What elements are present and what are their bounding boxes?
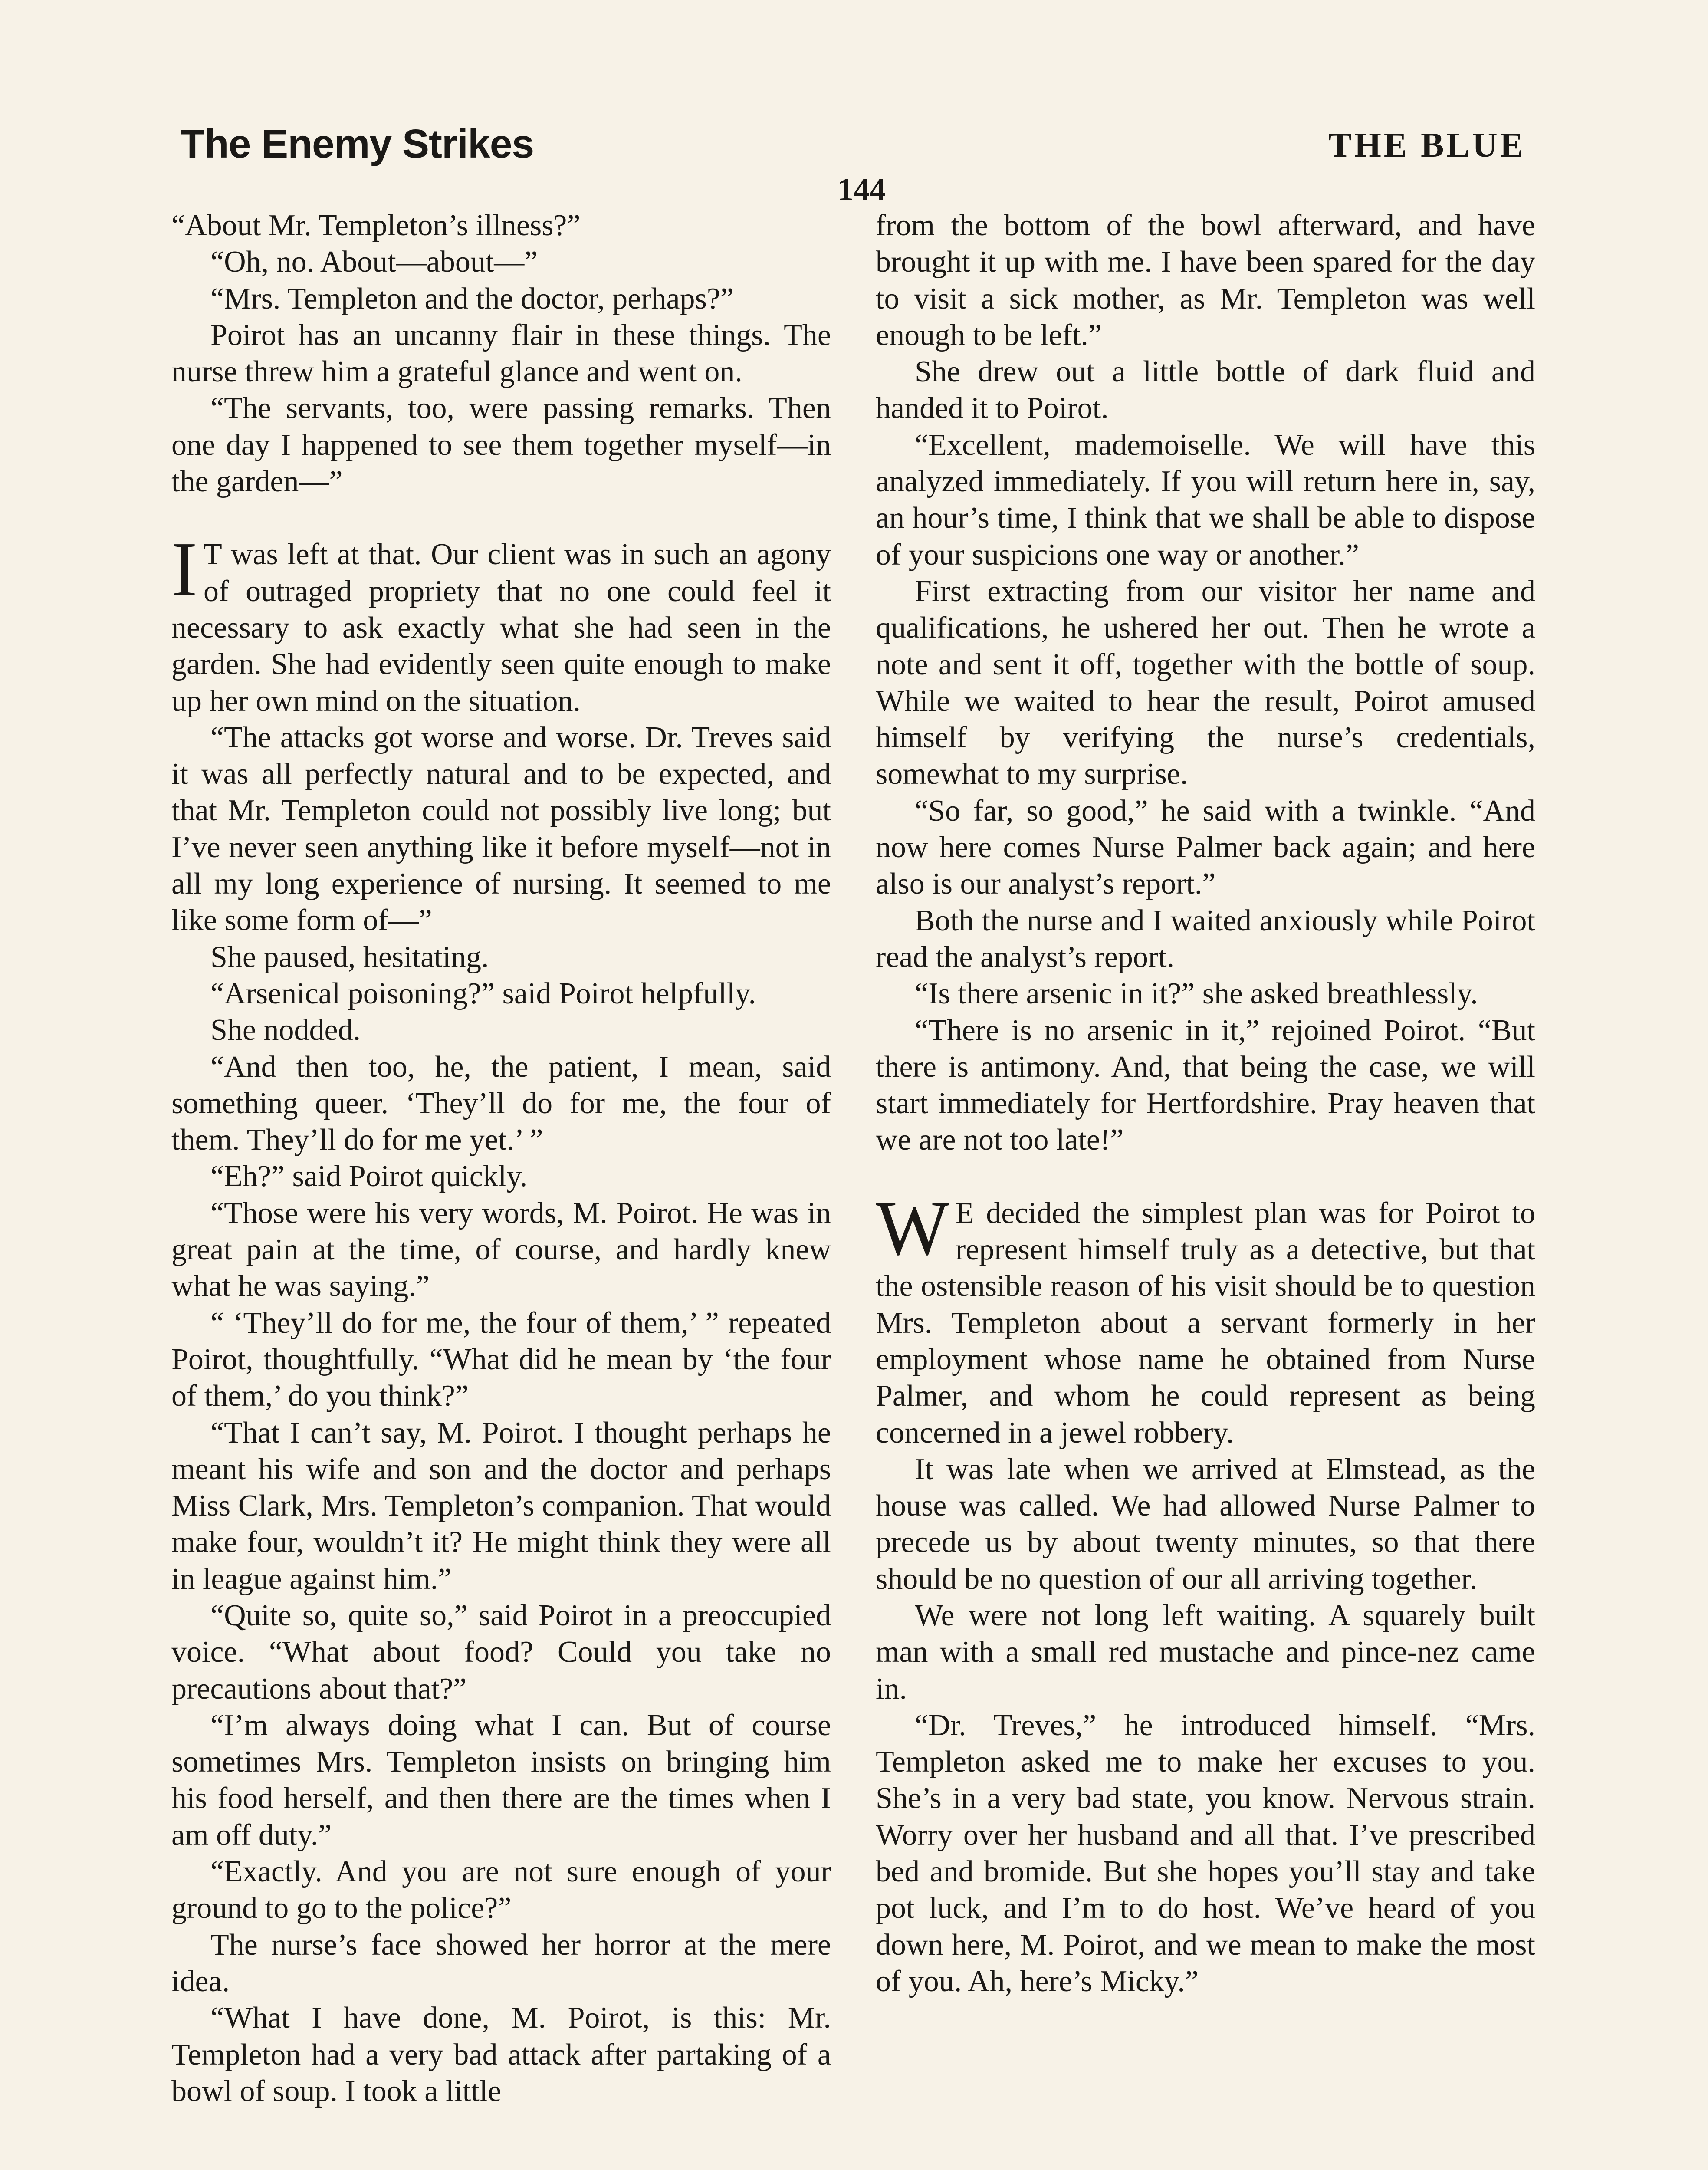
- right-column: [876, 207, 1535, 2000]
- paragraph-text: E decided the simplest plan was for Poirot to represent himself truly as a detective, but that the ostensible reason of his visit should be to question Mrs. Templeton about a servant formerly in her employment whose name he obtained from Nurse Palmer, and whom he could represent as being concerned in a jewel robbery.: [876, 1196, 1535, 1450]
- paragraph: She nodded.: [210, 1013, 361, 1047]
- paragraph: “Dr. Treves,” he introduced himself. “Mrs. Templeton asked me to make her excuses to you. She’s in a very bad state, you know. Nervous strain. Worry over her husband and all that. I’ve prescribed bed and bromide. But she hopes you’ll stay and take pot luck, and I’m to do host. We’ve heard of you down here, M. Poirot, and we mean to make the most of you. Ah, here’s Micky.”: [876, 1708, 1535, 1998]
- paragraph: It was late when we arrived at Elmstead, as the house was called. We had allowed Nurse Palmer to precede us by about twenty minutes, so that there should be no question of our all arriving together.: [876, 1452, 1535, 1596]
- paragraph: “So far, so good,” he said with a twinkle. “And now here comes Nurse Palmer back again; and here also is our analyst’s report.”: [876, 794, 1535, 901]
- paragraph: The nurse’s face showed her horror at the mere idea.: [171, 1928, 831, 1998]
- paragraph: She paused, hesitating.: [210, 940, 489, 974]
- paragraph: “What I have done, M. Poirot, is this: Mr. Templeton had a very bad attack after partaking of a bowl of soup. I took a little: [171, 2001, 831, 2108]
- paragraph: “Excellent, mademoiselle. We will have this analyzed immediately. If you will return here in, say, an hour’s time, I think that we shall be able to dispose of your suspicions one way or another.”: [876, 428, 1535, 572]
- left-column: [171, 207, 831, 2110]
- paragraph: “Eh?” said Poirot quickly.: [210, 1160, 528, 1194]
- paragraph: “About Mr. Templeton’s illness?”: [171, 209, 581, 242]
- page-number: 144: [838, 172, 886, 207]
- paragraph: “And then too, he, the patient, I mean, said something queer. ‘They’ll do for me, the four of them. They’ll do for me yet.’ ”: [171, 1050, 831, 1157]
- paragraph: Both the nurse and I waited anxiously while Poirot read the analyst’s report.: [876, 904, 1535, 974]
- section-paragraph: [876, 1184, 1535, 1451]
- paragraph: from the bottom of the bowl afterward, and have brought it up with me. I have been spared for the day to visit a sick mother, as Mr. Templeton was well enough to be left.”: [876, 209, 1535, 352]
- magazine-name: THE BLUE: [1328, 126, 1526, 164]
- drop-cap: I: [171, 526, 197, 613]
- paragraph: “ ‘They’ll do for me, the four of them,’ ” repeated Poirot, thoughtfully. “What did he mean by ‘the four of them,’ do you think?”: [171, 1306, 831, 1413]
- paragraph: “That I can’t say, M. Poirot. I thought perhaps he meant his wife and son and the doctor and perhaps Miss Clark, Mrs. Templeton’s companion. That would make four, wouldn’t it? He might think they were all in league against him.”: [171, 1416, 831, 1596]
- paragraph: “The attacks got worse and worse. Dr. Treves said it was all perfectly natural and to be expected, and that Mr. Templeton could not possibly live long; but I’ve never seen anything like it before myself—not in all my long experience of nursing. It seemed to me like some form of—”: [171, 720, 831, 937]
- paragraph: “Exactly. And you are not sure enough of your ground to go to the police?”: [171, 1855, 831, 1925]
- paragraph: We were not long left waiting. A squarely built man with a small red mustache and pince-nez came in.: [876, 1598, 1535, 1706]
- section-paragraph: [171, 526, 831, 719]
- drop-cap: W: [876, 1184, 949, 1271]
- paragraph: “Quite so, quite so,” said Poirot in a preoccupied voice. “What about food? Could you take no precautions about that?”: [171, 1598, 831, 1706]
- paragraph: “The servants, too, were passing remarks. Then one day I happened to see them together myself—in the garden—”: [171, 391, 831, 499]
- paragraph: “Mrs. Templeton and the doctor, perhaps?”: [210, 282, 734, 316]
- paragraph: “Those were his very words, M. Poirot. He was in great pain at the time, of course, and hardly knew what he was saying.”: [171, 1196, 831, 1303]
- story-title: The Enemy Strikes: [180, 121, 534, 166]
- paragraph: “I’m always doing what I can. But of course sometimes Mrs. Templeton insists on bringing him his food herself, and then there are the times when I am off duty.”: [171, 1708, 831, 1852]
- paragraph: “Oh, no. About—about—”: [210, 245, 538, 279]
- paragraph: “There is no arsenic in it,” rejoined Poirot. “But there is antimony. And, that being the case, we will start immediately for Hertfordshire. Pray heaven that we are not too late!”: [876, 1013, 1535, 1157]
- paragraph: She drew out a little bottle of dark fluid and handed it to Poirot.: [876, 355, 1535, 425]
- paragraph-text: T was left at that. Our client was in such an agony of outraged propriety that no one could feel it necessary to ask exactly what she had seen in the garden. She had evidently seen quite enough to make up her own mind on the situation.: [171, 538, 831, 718]
- paragraph: “Arsenical poisoning?” said Poirot helpfully.: [210, 976, 756, 1010]
- paragraph: Poirot has an uncanny flair in these things. The nurse threw him a grateful glance and went on.: [171, 318, 831, 389]
- paragraph: First extracting from our visitor her name and qualifications, he ushered her out. Then he wrote a note and sent it off, together with the bottle of soup. While we waited to hear the result, Poirot amused himself by verifying the nurse’s credentials, somewhat to my surprise.: [876, 574, 1535, 791]
- paragraph: “Is there arsenic in it?” she asked breathlessly.: [915, 977, 1478, 1011]
